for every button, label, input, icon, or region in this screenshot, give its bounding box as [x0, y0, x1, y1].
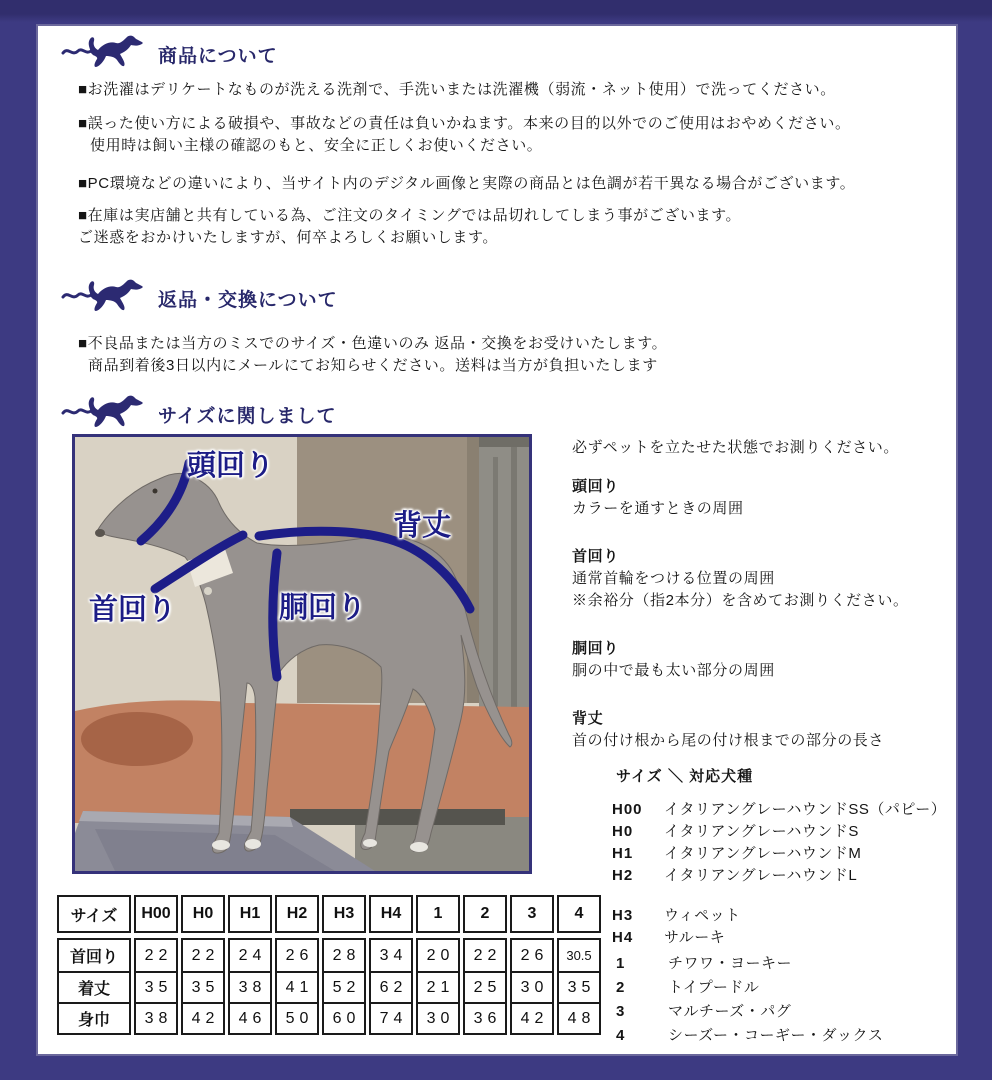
size-table-column — [369, 895, 413, 1035]
size-table-cell: 20 — [426, 946, 455, 964]
size-table-header-cell: H3 — [322, 895, 366, 933]
breed-name: イタリアングレーハウンドSS（パピー） — [664, 801, 947, 818]
size-code: H4 — [612, 929, 634, 946]
size-code: H0 — [612, 823, 634, 840]
size-table-row-label: 首回り — [69, 949, 118, 966]
size-table-cell: 22 — [191, 946, 220, 964]
product-note-line: ■在庫は実店舗と共有している為、ご注文のタイミングでは品切れしてしまう事がございます。 — [78, 207, 742, 224]
measure-term: 頭回り — [572, 478, 619, 495]
breed-row — [612, 799, 946, 821]
breed-row — [616, 976, 883, 1000]
breed-name: チワワ・ヨーキー — [668, 955, 793, 972]
size-table-body — [557, 938, 601, 1035]
measure-term: 胴回り — [572, 640, 619, 657]
breed-row — [612, 865, 946, 887]
size-code: H3 — [612, 907, 634, 924]
size-table-header-cell: H1 — [228, 895, 272, 933]
size-table-column — [57, 895, 131, 1035]
size-table-header-cell: H2 — [275, 895, 319, 933]
breed-row — [612, 821, 946, 843]
measure-desc: 胴の中で最も太い部分の周囲 — [572, 662, 775, 679]
size-table-cell: 26 — [520, 946, 549, 964]
size-table-cell: 21 — [418, 971, 458, 1002]
size-table-cell: 28 — [332, 946, 361, 964]
measure-desc: カラーを通すときの周囲 — [572, 500, 744, 517]
breed-row — [616, 1024, 883, 1048]
running-greyhound-icon — [60, 276, 146, 321]
size-table-cell: 35 — [136, 971, 176, 1002]
size-code: H00 — [612, 801, 643, 818]
measure-desc: 首の付け根から尾の付け根までの部分の長さ — [572, 732, 885, 749]
photo-label-body-girth: 胴回り — [279, 592, 367, 624]
section-header-product — [60, 32, 278, 77]
size-table-column — [275, 895, 319, 1035]
size-table-cell: 50 — [277, 1002, 317, 1033]
size-table-header-cell: 3 — [510, 895, 554, 933]
size-table-cell: 41 — [277, 971, 317, 1002]
size-table-body — [510, 938, 554, 1035]
breed-row — [612, 927, 741, 949]
breed-row — [616, 952, 883, 976]
size-table-cell: 74 — [371, 1002, 411, 1033]
returns-note-line: ■不良品または当方のミスでのサイズ・色違いのみ 返品・交換をお受けいたします。 — [78, 335, 668, 352]
size-table-header-cell: 1 — [416, 895, 460, 933]
measure-term: 首回り — [572, 548, 619, 565]
size-table-body — [134, 938, 178, 1035]
product-note-line: ■誤った使い方による破損や、事故などの責任は負いかねます。本来の目的以外でのご使用はおやめください。 — [78, 115, 851, 132]
size-table-column — [228, 895, 272, 1035]
size-table-body — [228, 938, 272, 1035]
size-table-cell: 60 — [324, 1002, 364, 1033]
size-table-column — [416, 895, 460, 1035]
size-table-header-cell: H0 — [181, 895, 225, 933]
breed-row — [612, 905, 741, 927]
size-table-cell: 35 — [559, 971, 599, 1002]
size-table-cell: 48 — [559, 1002, 599, 1033]
size-table-body — [416, 938, 460, 1035]
product-note-line: ■お洗濯はデリケートなものが洗える洗剤で、手洗いまたは洗濯機（弱流・ネット使用）で洗ってください。 — [78, 81, 836, 98]
size-table-cell: 24 — [238, 946, 267, 964]
breed-name: ウィペット — [664, 907, 741, 924]
size-table-body — [275, 938, 319, 1035]
size-table-cell: 36 — [465, 1002, 505, 1033]
breed-group-iggy — [612, 799, 946, 887]
section-header-size — [60, 392, 336, 437]
photo-label-back-length: 背丈 — [393, 510, 452, 542]
size-table-body — [369, 938, 413, 1035]
running-greyhound-icon — [60, 32, 146, 77]
size-table-row-label: 着丈 — [59, 971, 129, 1002]
breed-name: シーズー・コーギー・ダックス — [668, 1027, 884, 1044]
size-table-cell: 35 — [183, 971, 223, 1002]
size-code: H2 — [612, 867, 634, 884]
size-table-cell: 38 — [136, 1002, 176, 1033]
size-table-body — [322, 938, 366, 1035]
size-table-column — [322, 895, 366, 1035]
section-title: 商品について — [158, 46, 278, 67]
breed-row — [612, 843, 946, 865]
measure-desc: 通常首輪をつける位置の周囲 — [572, 570, 775, 587]
size-table-cell: 22 — [473, 946, 502, 964]
dog-measurement-photo — [72, 434, 532, 874]
size-table-column — [510, 895, 554, 1035]
product-note-line: 使用時は飼い主様の確認のもと、安全に正しくお使いください。 — [90, 137, 543, 154]
size-table-cell: 25 — [465, 971, 505, 1002]
running-greyhound-icon — [60, 392, 146, 437]
size-code: H1 — [612, 845, 634, 862]
section-header-returns — [60, 276, 338, 321]
section-title: サイズに関しまして — [158, 406, 337, 427]
size-table-header-cell: H4 — [369, 895, 413, 933]
size-code: 4 — [616, 1027, 626, 1044]
breed-name: サルーキ — [664, 929, 726, 946]
size-table-header-cell: 2 — [463, 895, 507, 933]
measure-term: 背丈 — [572, 710, 604, 727]
measure-desc: ※余裕分（指2本分）を含めてお測りください。 — [572, 592, 909, 609]
breed-group-sighthound — [612, 905, 741, 949]
content-panel — [36, 24, 958, 1056]
breed-group-small-dogs — [616, 952, 883, 1048]
size-table-cell: 46 — [230, 1002, 270, 1033]
size-table-column — [134, 895, 178, 1035]
measure-intro: 必ずペットを立たせた状態でお測りください。 — [572, 439, 900, 456]
size-code: 1 — [616, 955, 626, 972]
dog-photo-illustration — [75, 437, 529, 871]
size-table-cell: 34 — [379, 946, 408, 964]
breed-name: イタリアングレーハウンドM — [664, 845, 862, 862]
size-code: 2 — [616, 979, 626, 996]
size-table-cell: 30 — [418, 1002, 458, 1033]
size-table-cell: 42 — [183, 1002, 223, 1033]
size-table-body — [463, 938, 507, 1035]
size-table-cell: 62 — [371, 971, 411, 1002]
breed-map-header: サイズ ＼ 対応犬種 — [616, 768, 754, 785]
section-title: 返品・交換について — [158, 290, 338, 311]
breed-name: イタリアングレーハウンドS — [664, 823, 859, 840]
size-table-cell: 22 — [144, 946, 173, 964]
photo-label-neck-girth: 首回り — [89, 594, 177, 626]
returns-note-line: 商品到着後3日以内にメールにてお知らせください。送料は当方が負担いたします — [88, 357, 658, 374]
size-table-header-cell: 4 — [557, 895, 601, 933]
size-table-cell: 52 — [324, 971, 364, 1002]
breed-name: トイプードル — [668, 979, 760, 996]
size-table-cell: 42 — [512, 1002, 552, 1033]
size-table-column — [463, 895, 507, 1035]
photo-label-head-girth: 頭回り — [187, 450, 275, 482]
size-table-cell: 30.5 — [566, 948, 592, 963]
size-table-cell: 30 — [512, 971, 552, 1002]
size-table-cell: 26 — [285, 946, 314, 964]
size-table-column — [181, 895, 225, 1035]
breed-name: イタリアングレーハウンドL — [664, 867, 858, 884]
size-table-row-label: 身巾 — [59, 1002, 129, 1033]
product-note-line: ■PC環境などの違いにより、当サイト内のデジタル画像と実際の商品とは色調が若干異なる場合がございます。 — [78, 175, 856, 192]
size-table-cell: 38 — [230, 971, 270, 1002]
breed-row — [616, 1000, 883, 1024]
size-table — [57, 895, 601, 1035]
product-note-line: ご迷惑をおかけいたしますが、何卒よろしくお願いします。 — [78, 229, 499, 246]
size-table-body — [181, 938, 225, 1035]
size-code: 3 — [616, 1003, 626, 1020]
size-table-header-cell: サイズ — [57, 895, 131, 933]
size-table-column — [557, 895, 601, 1035]
breed-name: マルチーズ・パグ — [668, 1003, 792, 1020]
size-table-header-cell: H00 — [134, 895, 178, 933]
size-table-body — [57, 938, 131, 1035]
